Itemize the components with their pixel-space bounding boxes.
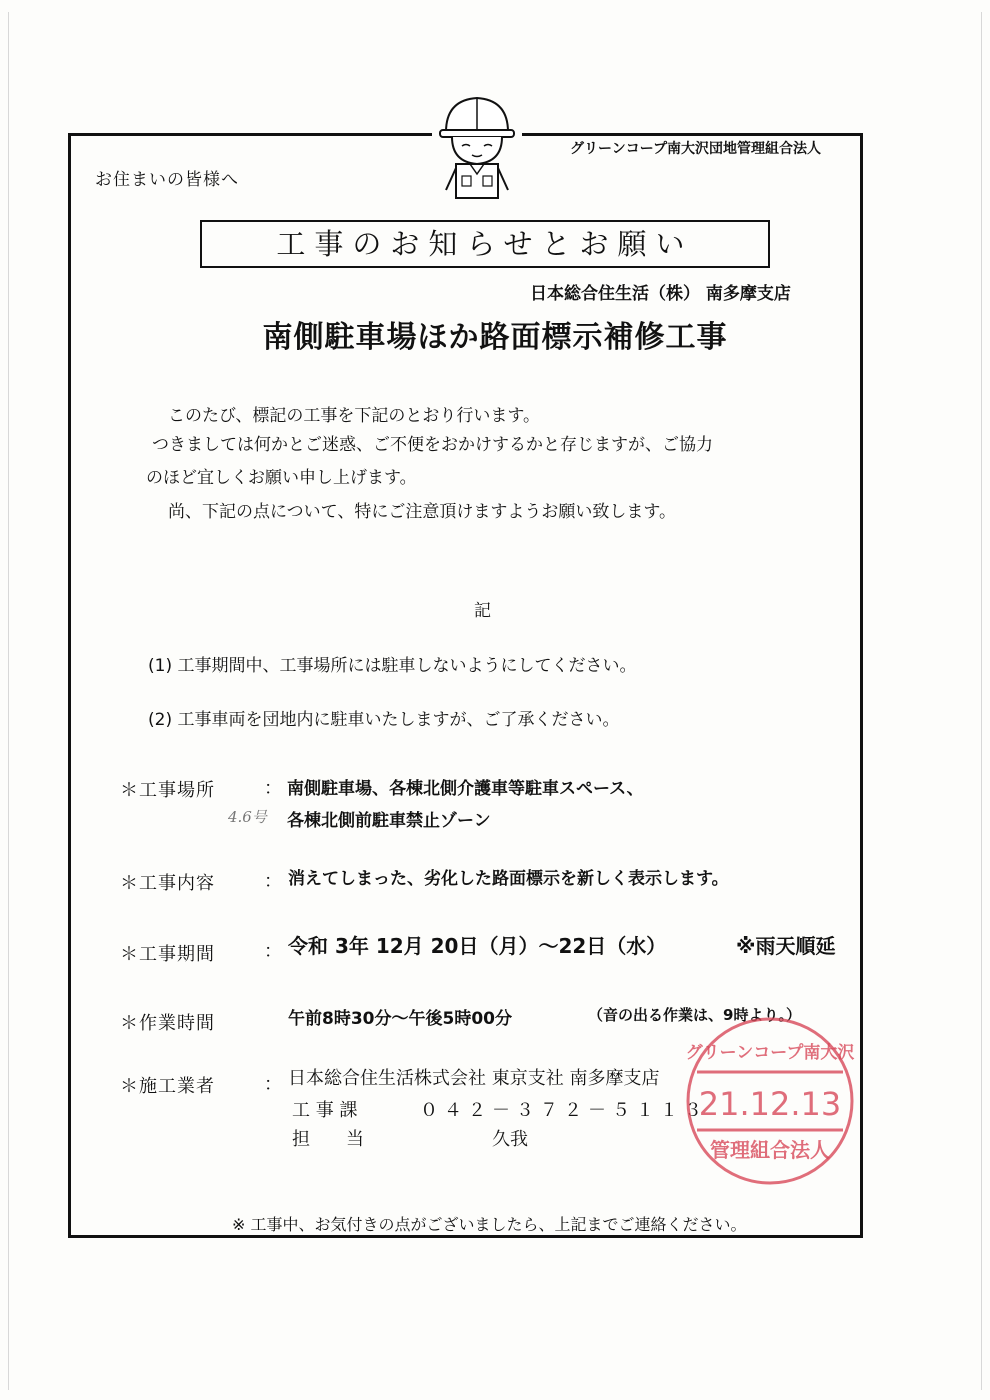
colon: ： [264,871,282,892]
location-line-1: 南側駐車場、各棟北側介護車等駐車スペース、 [287,779,644,799]
svg-text:21.12.13: 21.12.13 [698,1085,842,1123]
intro-line-4: 尚、下記の点について、特にご注意頂けますようお願い致します。 [168,502,676,522]
handwritten-note: 4.6号 [228,808,267,826]
content-value: 消えてしまった、劣化した路面標示を新しく表示します。 [288,869,729,889]
hours-value: 午前8時30分～午後5時00分 [288,1009,512,1029]
period-note: ※雨天順延 [736,934,836,958]
location-label: ＊工事場所 [120,780,215,801]
intro-line-3: のほど宜しくお願い申し上げます。 [146,468,417,488]
headline: 南側駐車場ほか路面標示補修工事 [262,320,728,355]
management-seal [683,1014,858,1189]
content-label: ＊工事内容 [120,873,215,894]
notice-title: 工事のお知らせとお願い [200,220,770,268]
period-value: 令和 3年 12月 20日（月）～22日（水） [288,934,667,958]
builder-label: ＊施工業者 [120,1076,215,1097]
period-label: ＊工事期間 [120,944,215,965]
colon: ： [264,1074,282,1095]
intro-line-2: つきましては何かとご迷惑、ご不便をおかけするかと存じますが、ご協力 [152,435,713,455]
note-1: (1) 工事期間中、工事場所には駐車しないようにしてください。 [148,656,637,676]
builder-company: 日本総合住生活株式会社 東京支社 南多摩支店 [288,1068,660,1089]
hours-label: ＊作業時間 [120,1013,215,1034]
intro-line-1: このたび、標記の工事を下記のとおり行います。 [168,406,540,426]
colon: ： [264,778,282,799]
contractor-header: 日本総合住生活（株） 南多摩支店 [530,284,791,304]
dept-label: 工 事 課 [292,1100,358,1121]
organization-name: グリーンコープ南大沢団地管理組合法人 [570,141,822,157]
colon: ： [264,941,282,962]
location-line-2: 各棟北側前駐車禁止ゾーン [287,811,491,831]
greeting: お住まいの皆様へ [95,170,239,190]
ki-heading: 記 [474,601,491,621]
footer-note: ※ 工事中、お気付きの点がございましたら、上記までご連絡ください。 [232,1215,747,1234]
svg-text:グリーンコープ南大沢: グリーンコープ南大沢 [685,1043,855,1063]
person-label: 担 当 [292,1129,364,1150]
worker-mascot-icon [432,92,522,202]
dept-phone: ０４２－３７２－５１１３ [420,1100,708,1121]
hours-note: （音の出る作業は、9時より。） [588,1006,801,1024]
svg-text:管理組合法人: 管理組合法人 [710,1138,830,1162]
person-name: 久我 [492,1129,528,1150]
note-2: (2) 工事車両を団地内に駐車いたしますが、ご了承ください。 [148,710,620,730]
